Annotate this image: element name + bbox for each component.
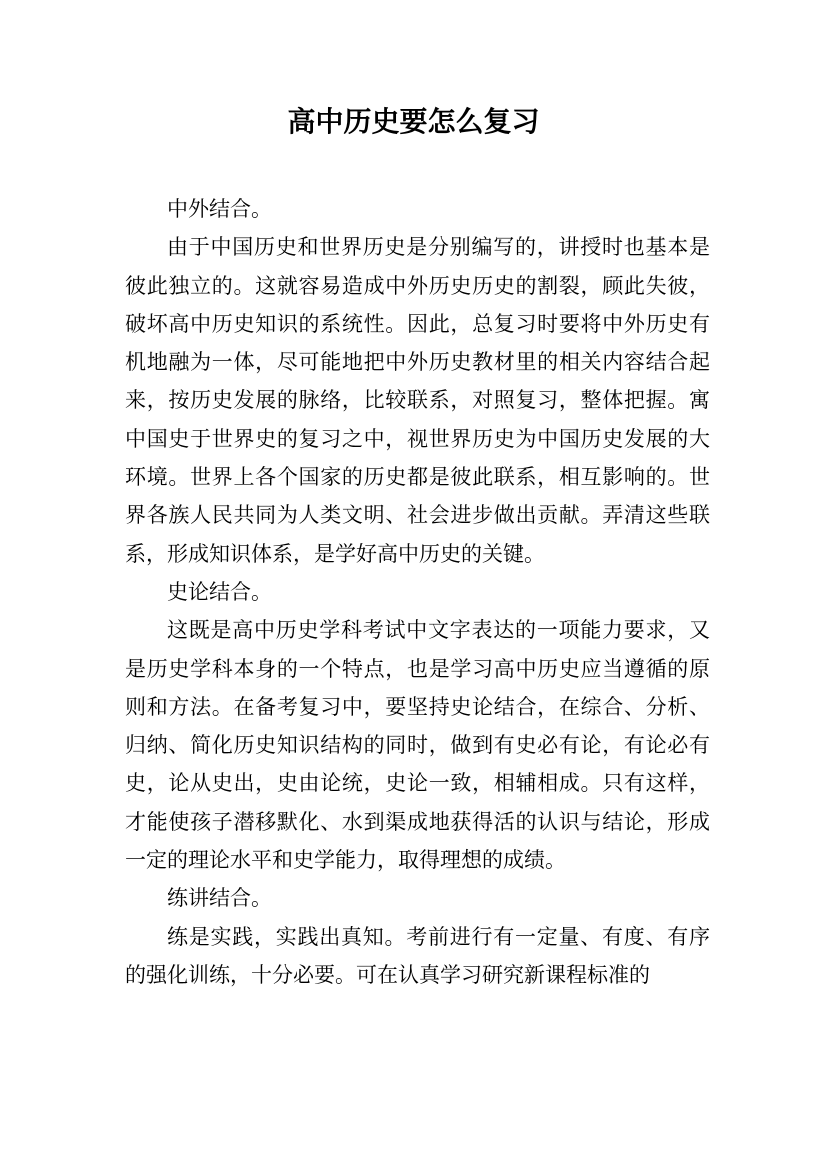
document-body xyxy=(125,190,710,994)
section-heading-history-theory: 史论结合。 xyxy=(167,579,272,604)
section-heading-sino-foreign: 中外结合。 xyxy=(167,197,272,221)
document-title: 高中历史要怎么复习 xyxy=(287,105,540,138)
section-heading-practice-lecture: 练讲结合。 xyxy=(167,886,272,911)
paragraph-history-theory: 这既是高中历史学科考试中文字表达的一项能力要求，又是历史学科本身的一个特点，也是学习高中历史应当遵循的原则和方法。在备考复习中，要坚持史论结合，在综合、分析、归纳、简化历史知识结构的同时，做到有史必有论，有论必有史，论从史出，史由论统，史论一致，相辅相成。只有这样，才能使孩子潜移默化、水到渠成地获得活的认识与结论，形成一定的理论水平和史学能力，取得理想的成绩。 xyxy=(125,618,710,873)
paragraph-sino-foreign: 由于中国历史和世界历史是分别编写的，讲授时也基本是彼此独立的。这就容易造成中外历史历史的割裂，顾此失彼，破坏高中历史知识的系统性。因此，总复习时要将中外历史有机地融为一体，尽可能地把中外历史教材里的相关内容结合起来，按历史发展的脉络，比较联系，对照复习，整体把握。寓中国史于世界史的复习之中，视世界历史为中国历史发展的大环境。世界上各个国家的历史都是彼此联系，相互影响的。世界各族人民共同为人类文明、社会进步做出贡献。弄清这些联系，形成知识体系，是学好高中历史的关键。 xyxy=(125,235,710,566)
paragraph-practice-lecture: 练是实践，实践出真知。考前进行有一定量、有度、有序的强化训练，十分必要。可在认真学习研究新课程标准的 xyxy=(125,924,710,987)
